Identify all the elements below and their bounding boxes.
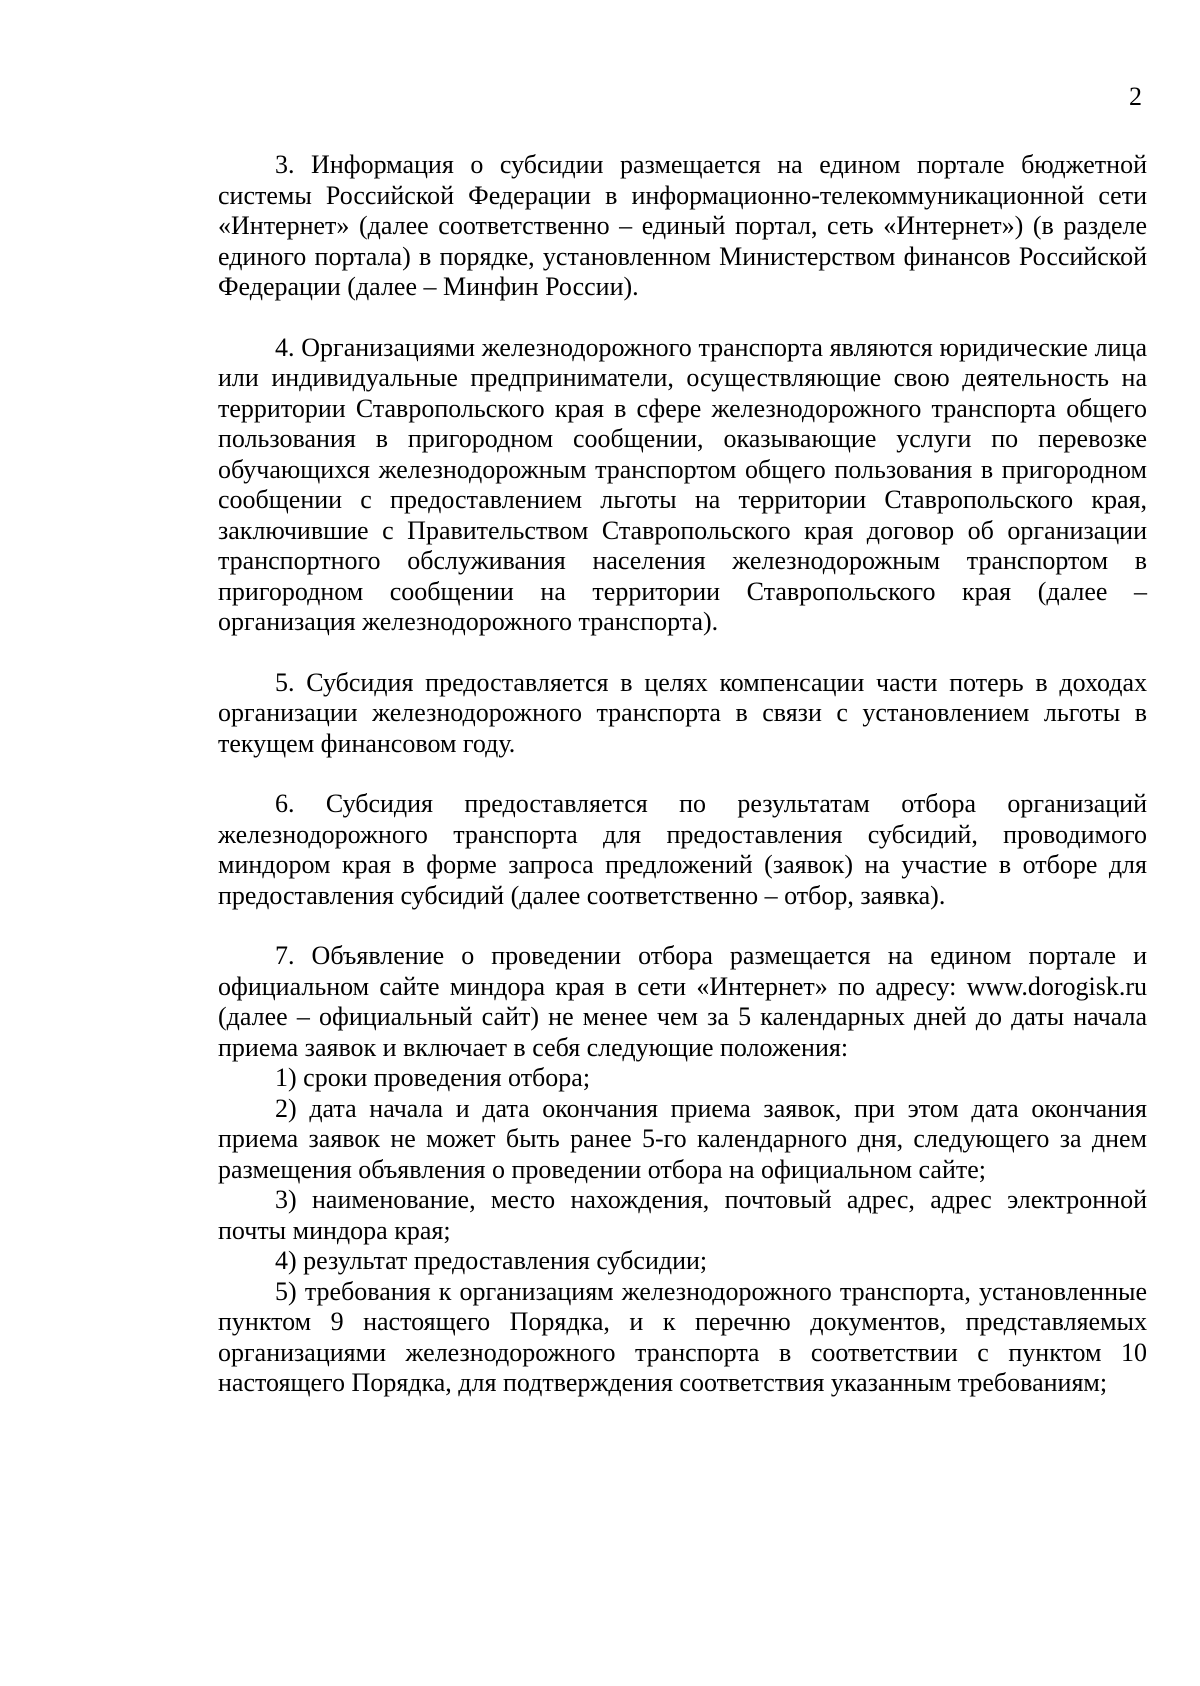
list-item-4: 4) результат предоставления субсидии; xyxy=(275,1246,708,1275)
list-item-1: 1) сроки проведения отбора; xyxy=(275,1063,591,1092)
list-item-3: 3) наименование, место нахождения, почтовый адрес, адрес электронной почты миндора края; xyxy=(218,1185,1147,1245)
paragraph-5: 5. Субсидия предоставляется в целях компенсации части потерь в доходах организации железнодорожного транспорта в связи с установлением льготы в текущем финансовом году. xyxy=(218,667,1147,758)
paragraph-3: 3. Информация о субсидии размещается на едином портале бюджетной системы Российской Федерации в информационно-телекоммуникационной сети «Интернет» (далее соответственно – единый портал, сеть «Интернет») (в разделе единого портала) в порядке, установленном Министерством финансов Российской Федерации (далее – Минфин России). xyxy=(218,150,1147,301)
page-number: 2 xyxy=(1129,82,1142,111)
paragraph-4: 4. Организациями железнодорожного транспорта являются юридические лица или индивидуальные предприниматели, осуществляющие свою деятельность на территории Ставропольского края в сфере железнодорожного транспорта общего пользования в пригородном сообщении, оказывающие услуги по перевозке обучающихся железнодорожным транспортом общего пользования в пригородном сообщении с предоставлением льготы на территории Ставропольского края, заключившие с Правительством Ставропольского края договор об организации транспортного обслуживания населения железнодорожным транспортом в пригородном сообщении на территории Ставропольского края (далее – организация железнодорожного транспорта). xyxy=(218,332,1147,636)
paragraph-6: 6. Субсидия предоставляется по результатам отбора организаций железнодорожного транспорта для предоставления субсидий, проводимого миндором края в форме запроса предложений (заявок) на участие в отборе для предоставления субсидий (далее соответственно – отбор, заявка). xyxy=(218,789,1147,910)
document-body xyxy=(218,150,1147,1399)
list-item-2: 2) дата начала и дата окончания приема заявок, при этом дата окончания приема заявок не может быть ранее 5-го календарного дня, следующего за днем размещения объявления о проведении отбора на официальном сайте; xyxy=(218,1093,1147,1184)
paragraph-7: 7. Объявление о проведении отбора размещается на едином портале и официальном сайте миндора края в сети «Интернет» по адресу: www.dorogisk.ru (далее – официальный сайт) не менее чем за 5 календарных дней до даты начала приема заявок и включает в себя следующие положения: xyxy=(218,941,1147,1062)
list-item-5: 5) требования к организациям железнодорожного транспорта, установленные пунктом 9 настоящего Порядка, и к перечню документов, представляемых организациями железнодорожного транспорта в соответствии с пунктом 10 настоящего Порядка, для подтверждения соответствия указанным требованиям; xyxy=(218,1276,1147,1397)
